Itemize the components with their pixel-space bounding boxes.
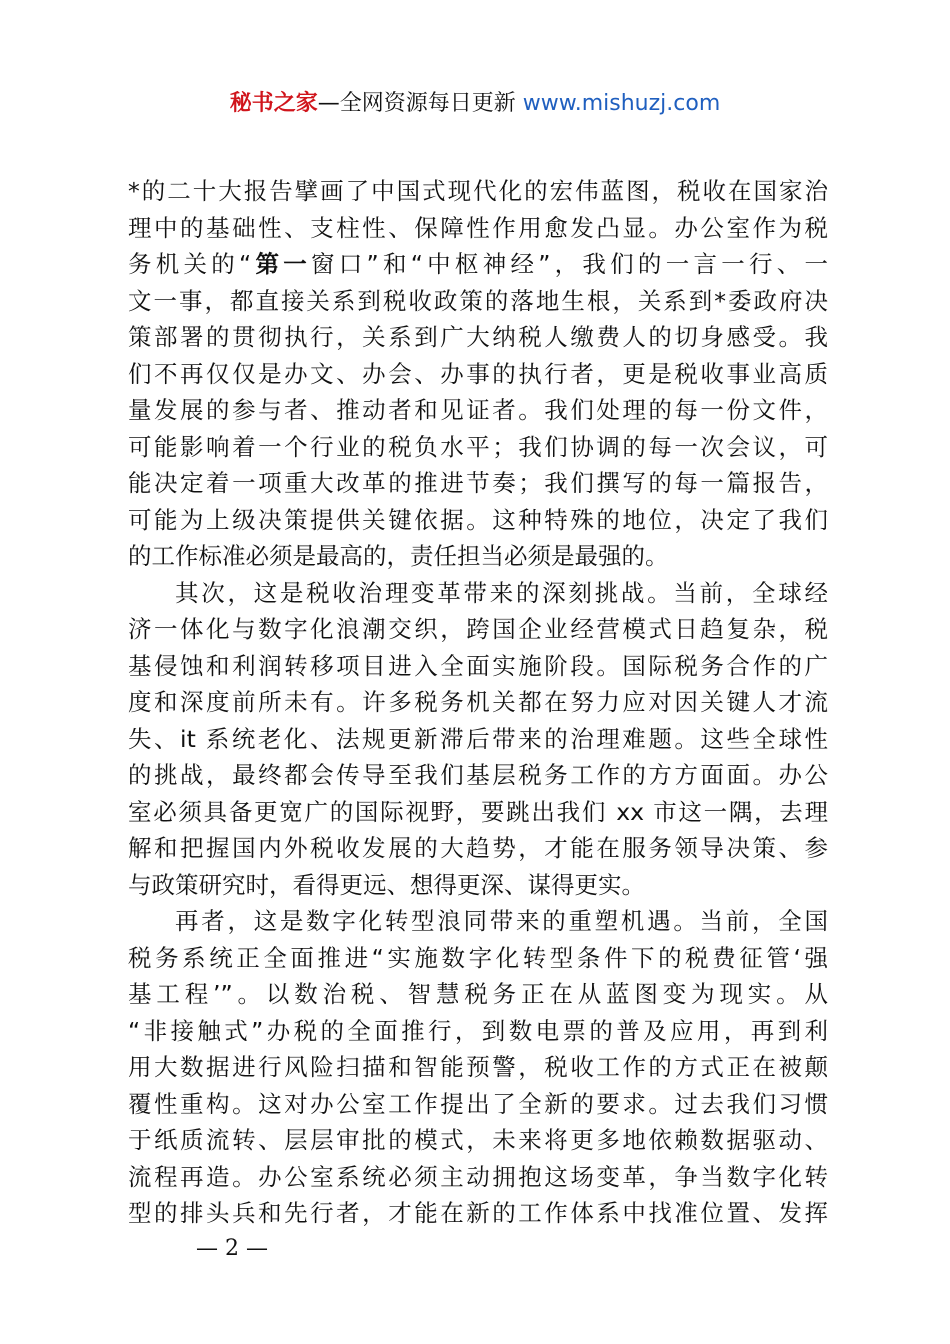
text-line: 税务系统正全面推进“实施数字化转型条件下的税费征管‘强 bbox=[128, 943, 828, 972]
text-line: 于纸质流转、层层审批的模式，未来将更多地依赖数据驱动、 bbox=[128, 1126, 828, 1154]
text-line: 度和深度前所未有。许多税务机关都在努力应对因关键人才流 bbox=[128, 688, 828, 716]
text-line: 文一事，都直接关系到税收政策的落地生根，关系到*委政府决 bbox=[128, 286, 828, 315]
site-url[interactable]: www.mishuzj.com bbox=[522, 91, 721, 116]
text-line: 可能为上级决策提供关键依据。这种特殊的地位，决定了我们 bbox=[128, 505, 828, 534]
text-line: 的挑战，最终都会传导至我们基层税务工作的方方面面。办公 bbox=[128, 761, 828, 789]
text-line: 型的排头兵和先行者，才能在新的工作体系中找准位置、发挥 bbox=[128, 1199, 828, 1227]
text-line: 基侵蚀和利润转移项目进入全面实施阶段。国际税务合作的广 bbox=[128, 651, 828, 680]
site-header bbox=[0, 86, 950, 122]
text-segment: 务机关的“ bbox=[128, 250, 252, 278]
text-line: 覆性重构。这对办公室工作提出了全新的要求。过去我们习惯 bbox=[128, 1089, 828, 1118]
text-line bbox=[128, 246, 828, 283]
bold-text: 第一 bbox=[251, 250, 312, 278]
text-line: “非接触式”办税的全面推行，到数电票的普及应用，再到利 bbox=[128, 1016, 828, 1045]
brand-name: 秘书之家 bbox=[229, 91, 318, 116]
text-line: 策部署的贯彻执行，关系到广大纳税人缴费人的切身感受。我 bbox=[128, 323, 828, 351]
text-line: 再者，这是数字化转型浪同带来的重塑机遇。当前，全国 bbox=[175, 907, 828, 935]
text-line: *的二十大报告擘画了中国式现代化的宏伟蓝图，税收在国家治 bbox=[128, 177, 828, 205]
text-segment: 窗口”和“中枢神经”，我们的一言一行、一 bbox=[311, 250, 828, 278]
text-line: 基工程’”。以数治税、智慧税务正在从蓝图变为现实。从 bbox=[128, 980, 828, 1008]
text-line: 济一体化与数字化浪潮交织，跨国企业经营模式日趋复杂，税 bbox=[128, 615, 828, 643]
text-line: 室必须具备更宽广的国际视野，要跳出我们 xx 市这一隅，去理 bbox=[128, 797, 828, 826]
text-line: 们不再仅仅是办文、办会、办事的执行者，更是税收事业高质 bbox=[128, 359, 828, 388]
text-line: 用大数据进行风险扫描和智能预警，税收工作的方式正在被颠 bbox=[128, 1053, 828, 1081]
text-line: 可能影响着一个行业的税负水平；我们协调的每一次会议，可 bbox=[128, 432, 828, 461]
text-line: 与政策研究时，看得更远、想得更深、谋得更实。 bbox=[128, 870, 645, 899]
text-line: 量发展的参与者、推动者和见证者。我们处理的每一份文件， bbox=[128, 396, 828, 424]
text-line: 理中的基础性、支柱性、保障性作用愈发凸显。办公室作为税 bbox=[128, 213, 828, 242]
document-body bbox=[128, 173, 828, 1232]
text-line: 其次，这是税收治理变革带来的深刻挑战。当前，全球经 bbox=[175, 578, 828, 607]
page-number: — 2 — bbox=[196, 1236, 268, 1261]
header-slogan: —全网资源每日更新 bbox=[317, 91, 516, 116]
text-line: 失、it 系统老化、法规更新滞后带来的治理难题。这些全球性 bbox=[128, 724, 828, 753]
text-line: 的工作标准必须是最高的，责任担当必须是最强的。 bbox=[128, 542, 669, 570]
text-line: 解和把握国内外税收发展的大趋势，才能在服务领导决策、参 bbox=[128, 834, 828, 862]
text-line: 流程再造。办公室系统必须主动拥抱这场变革，争当数字化转 bbox=[128, 1162, 828, 1191]
text-line: 能决定着一项重大改革的推进节奏；我们撰写的每一篇报告， bbox=[128, 469, 828, 497]
